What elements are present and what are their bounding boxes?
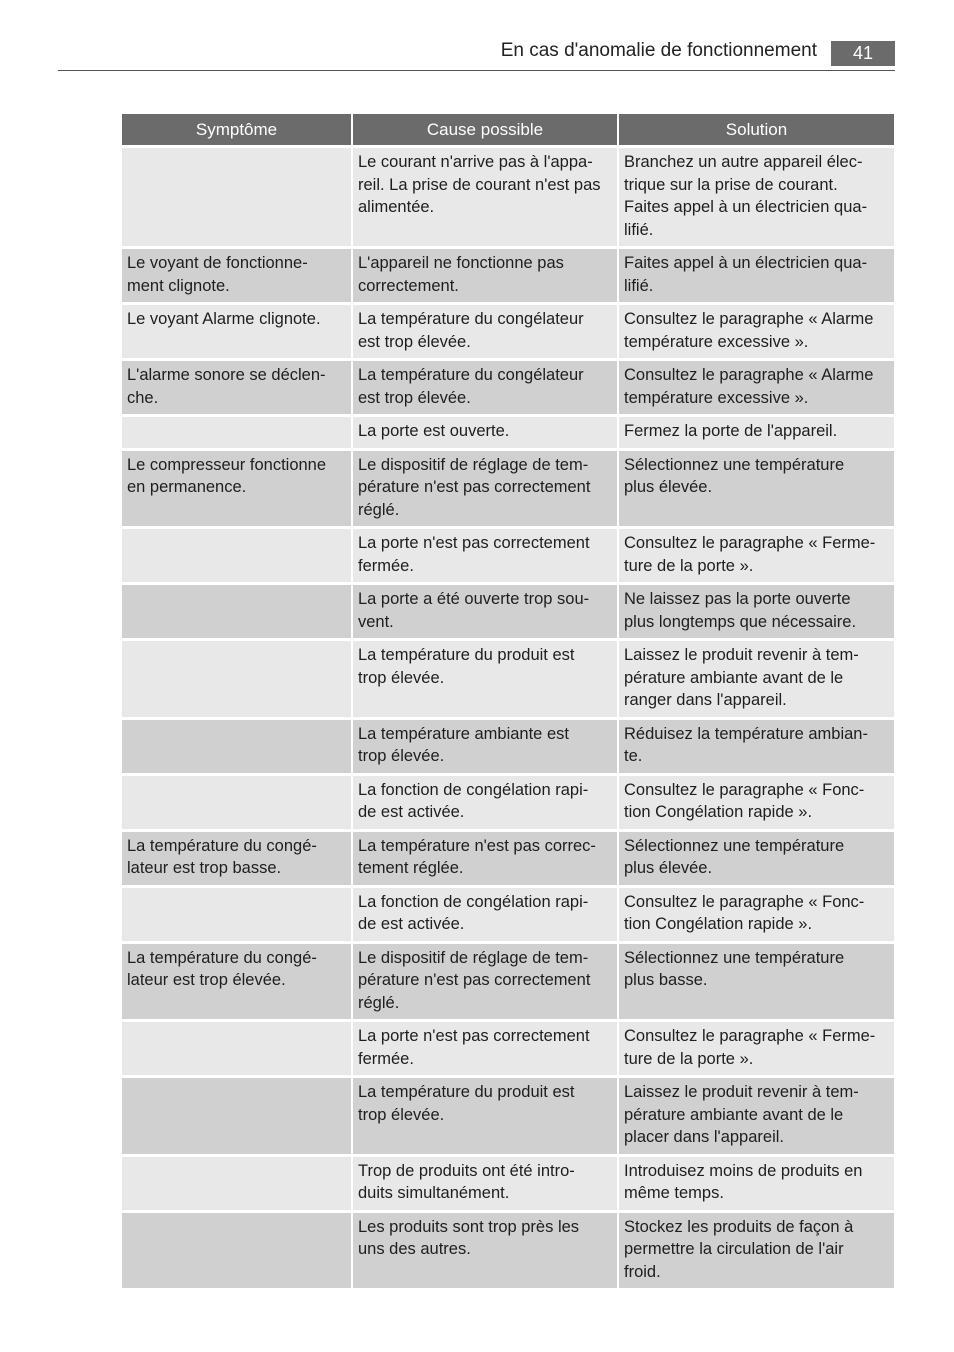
solution-cell: Sélectionnez une température plus élevée.	[619, 451, 894, 527]
solution-cell: Laissez le produit revenir à tem- pérature ambiante avant de le ranger dans l'appareil.	[619, 641, 894, 717]
symptom-cell	[122, 776, 351, 829]
cause-cell: La température n'est pas correc- tement réglée.	[353, 832, 617, 885]
page-header-title: En cas d'anomalie de fonctionnement	[500, 40, 817, 61]
solution-cell: Stockez les produits de façon à permettre la circulation de l'air froid.	[619, 1213, 894, 1289]
table-row	[122, 944, 894, 1020]
cause-cell: La porte a été ouverte trop sou- vent.	[353, 585, 617, 638]
table-row	[122, 417, 894, 448]
table-row	[122, 720, 894, 773]
cause-cell: La porte n'est pas correctement fermée.	[353, 529, 617, 582]
symptom-cell	[122, 1213, 351, 1289]
column-header-cause: Cause possible	[353, 114, 617, 145]
table-row	[122, 1157, 894, 1210]
header-divider	[58, 70, 895, 71]
cause-cell: La température du congélateur est trop élevée.	[353, 361, 617, 414]
solution-cell: Fermez la porte de l'appareil.	[619, 417, 894, 448]
cause-cell: Les produits sont trop près les uns des autres.	[353, 1213, 617, 1289]
symptom-cell: L'alarme sonore se déclen- che.	[122, 361, 351, 414]
cause-cell: La température du produit est trop élevée.	[353, 1078, 617, 1154]
symptom-cell	[122, 1078, 351, 1154]
table-row	[122, 1022, 894, 1075]
solution-cell: Consultez le paragraphe « Ferme- ture de la porte ».	[619, 1022, 894, 1075]
cause-cell: Le dispositif de réglage de tem- pérature n'est pas correctement réglé.	[353, 944, 617, 1020]
solution-cell: Branchez un autre appareil élec- trique sur la prise de courant. Faites appel à un électricien qua- lifié.	[619, 148, 894, 246]
symptom-cell	[122, 529, 351, 582]
solution-cell: Laissez le produit revenir à tem- pérature ambiante avant de le placer dans l'appareil.	[619, 1078, 894, 1154]
column-header-solution: Solution	[619, 114, 894, 145]
symptom-cell: Le voyant Alarme clignote.	[122, 305, 351, 358]
symptom-cell: La température du congé- lateur est trop élevée.	[122, 944, 351, 1020]
table-row	[122, 451, 894, 527]
cause-cell: La température du congélateur est trop élevée.	[353, 305, 617, 358]
symptom-cell	[122, 641, 351, 717]
symptom-cell	[122, 417, 351, 448]
symptom-cell: La température du congé- lateur est trop basse.	[122, 832, 351, 885]
table-header-row	[122, 114, 894, 145]
symptom-cell	[122, 585, 351, 638]
solution-cell: Consultez le paragraphe « Fonc- tion Congélation rapide ».	[619, 888, 894, 941]
cause-cell: La température du produit est trop élevée.	[353, 641, 617, 717]
solution-cell: Consultez le paragraphe « Fonc- tion Congélation rapide ».	[619, 776, 894, 829]
cause-cell: La fonction de congélation rapi- de est activée.	[353, 888, 617, 941]
cause-cell: La température ambiante est trop élevée.	[353, 720, 617, 773]
cause-cell: Le dispositif de réglage de tem- pérature n'est pas correctement réglé.	[353, 451, 617, 527]
cause-cell: L'appareil ne fonctionne pas correctement.	[353, 249, 617, 302]
table-body	[122, 148, 894, 1288]
solution-cell: Sélectionnez une température plus élevée.	[619, 832, 894, 885]
symptom-cell	[122, 888, 351, 941]
table-row	[122, 1078, 894, 1154]
solution-cell: Consultez le paragraphe « Alarme température excessive ».	[619, 361, 894, 414]
solution-cell: Faites appel à un électricien qua- lifié.	[619, 249, 894, 302]
table-row	[122, 776, 894, 829]
table-row	[122, 641, 894, 717]
cause-cell: La porte n'est pas correctement fermée.	[353, 1022, 617, 1075]
table-row	[122, 832, 894, 885]
table-row	[122, 148, 894, 246]
cause-cell: La fonction de congélation rapi- de est activée.	[353, 776, 617, 829]
symptom-cell	[122, 148, 351, 246]
symptom-cell: Le voyant de fonctionne- ment clignote.	[122, 249, 351, 302]
cause-cell: Trop de produits ont été intro- duits simultanément.	[353, 1157, 617, 1210]
solution-cell: Ne laissez pas la porte ouverte plus longtemps que nécessaire.	[619, 585, 894, 638]
cause-cell: La porte est ouverte.	[353, 417, 617, 448]
table-row	[122, 305, 894, 358]
solution-cell: Consultez le paragraphe « Alarme température excessive ».	[619, 305, 894, 358]
solution-cell: Introduisez moins de produits en même temps.	[619, 1157, 894, 1210]
table-row	[122, 585, 894, 638]
table-row	[122, 888, 894, 941]
symptom-cell	[122, 1022, 351, 1075]
solution-cell: Consultez le paragraphe « Ferme- ture de la porte ».	[619, 529, 894, 582]
table-row	[122, 529, 894, 582]
solution-cell: Réduisez la température ambian- te.	[619, 720, 894, 773]
cause-cell: Le courant n'arrive pas à l'appa- reil. La prise de courant n'est pas alimentée.	[353, 148, 617, 246]
symptom-cell	[122, 1157, 351, 1210]
table-row	[122, 249, 894, 302]
troubleshooting-table	[120, 111, 896, 1291]
page-number: 41	[831, 41, 895, 66]
symptom-cell: Le compresseur fonctionne en permanence.	[122, 451, 351, 527]
solution-cell: Sélectionnez une température plus basse.	[619, 944, 894, 1020]
column-header-symptom: Symptôme	[122, 114, 351, 145]
table-row	[122, 1213, 894, 1289]
symptom-cell	[122, 720, 351, 773]
table-row	[122, 361, 894, 414]
